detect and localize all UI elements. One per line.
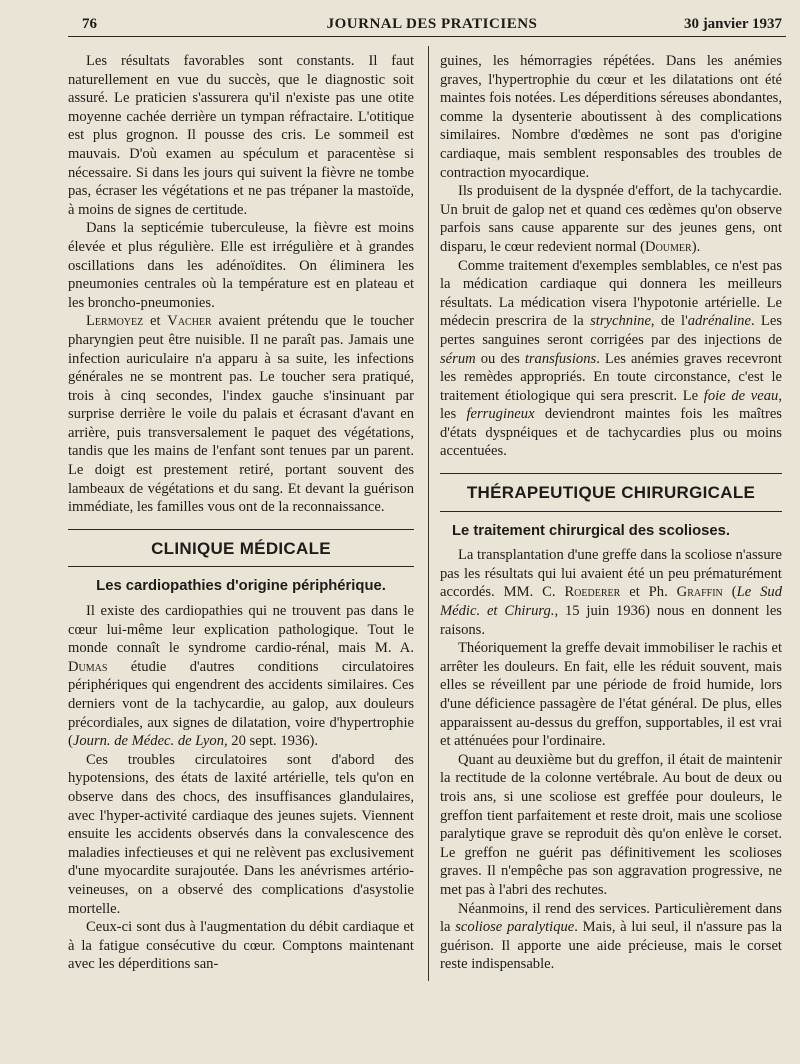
paragraph: Comme traitement d'exemples semblables, ce n'est pas la médication cardiaque qui donnera les meilleurs résultats. La médication visera l'hypotonie artérielle. Le médecin prescrira de la strychnine, de l'adrénaline. Les pertes sanguines seront corrigées par des injections de sérum ou des transfusions. Les anémies graves recevront les remèdes appropriés. En toute circonstance, c'est le traitement étiologique qui sera prescrit. Le foie de veau, les ferrugineux deviendront maintes fois les maîtres d'états dyspnéiques et de tachycardies plus ou moins accentuées. xyxy=(440,257,782,460)
journal-reference: Le Sud Médic. et Chirurg. xyxy=(440,584,782,620)
article-title: Le traitement chirurgical des scolioses. xyxy=(452,522,730,539)
left-column xyxy=(68,52,414,974)
paragraph: Il existe des cardiopathies qui ne trouvent pas dans le cœur lui-même leur explication pathologique. Tout le monde connaît le syndrome cardio-rénal, mais M. A. Dumas étudie d'autres conditions circulatoires périphériques qui engendrent des accidents similaires. Ces derniers vont de la tachycardie, au galop, aux douleurs précordiales, aux signes de dilatation, voire d'hypertrophie (Journ. de Médec. de Lyon, 20 sept. 1936). xyxy=(68,603,414,750)
page-number: 76 xyxy=(82,16,97,32)
journal-title: JOURNAL DES PRATICIENS xyxy=(326,16,538,32)
author-name: Lermoyez xyxy=(86,313,144,330)
journal-reference: Journ. de Médec. de Lyon xyxy=(72,733,224,750)
section-heading-clinique: CLINIQUE MÉDICALE xyxy=(68,529,414,568)
paragraph: La transplantation d'une greffe dans la scoliose n'assure pas les résultats qui lui avaient été un peu prématurément accordés. MM. C. Roederer et Ph. Graffin (Le Sud Médic. et Chirurg., 15 juin 1936) nous en donnent les raisons. xyxy=(440,547,782,638)
header-rule xyxy=(68,36,786,37)
author-name: Doumer xyxy=(645,238,692,255)
paragraph: Ceux-ci sont dus à l'augmentation du débit cardiaque et à la fatigue consécutive du cœur. Comptons maintenant avec les déperditions san- xyxy=(68,919,414,973)
paragraph: Néanmoins, il rend des services. Particulièrement dans la scoliose paralytique. Mais, à lui seul, il n'assure pas la guérison. Il apporte une aide précieuse, mais le corset reste indispensable. xyxy=(440,900,782,973)
issue-date: 30 janvier 1937 xyxy=(683,16,782,32)
paragraph: Dans la septicémie tuberculeuse, la fièvre est moins élevée et plus régulière. Elle est irrégulière et à grandes oscillations dans les adénoïdites. On éliminera les pneumonies centrales où la température est en plateau et les broncho-pneumonies. xyxy=(68,220,414,311)
section-heading-therapeutique: THÉRAPEUTIQUE CHIRURGICALE xyxy=(440,473,782,512)
running-header xyxy=(82,14,782,36)
author-name: Vacher xyxy=(167,313,212,330)
author-name: Dumas xyxy=(68,658,108,675)
paragraph: Les résultats favorables sont constants. Il faut naturellement en vue du succès, que le diagnostic soit assuré. Le praticien s'assurera qu'il n'existe pas une otite moyenne cachée derrière un tympan réfractaire. L'otitique est plus grognon. Il pousse des cris. Le sommeil est mauvais. D'où examen au spéculum et paracentèse si nécessaire. Si dans les jours qui suivent la fièvre ne tombe pas, écraser les végétations et ne pas trépaner la mastoïde, à moins de signes de certitude. xyxy=(68,53,414,218)
paragraph: Théoriquement la greffe devait immobiliser le rachis et arrêter les douleurs. En fait, elle les réduit souvent, mais elles se réveillent par une période de froid humide, lors d'une déficience passagère de l'état général. De plus, elles apparaissent au-dessus du greffon, supportables, il est vrai et atténuées pour l'ordinaire. xyxy=(440,640,782,750)
right-column xyxy=(440,52,782,974)
paragraph: Ils produisent de la dyspnée d'effort, de la tachycardie. Un bruit de galop net et quand ces œdèmes qu'on observe parfois sans cause apparente sur des jeunes gens, ont disparu, le cœur redevient normal (Doumer). xyxy=(440,183,782,255)
article-title: Les cardiopathies d'origine périphérique. xyxy=(96,578,386,595)
author-name: Graffin xyxy=(676,584,723,601)
author-name: Roederer xyxy=(564,584,621,601)
paragraph: Lermoyez et Vacher avaient prétendu que le toucher pharyngien peut être nuisible. Il ne paraît pas. Jamais une infection auriculaire n'a apparu à sa suite, les infections générales ne se montrent pas. Le toucher sera pratiqué, trois à cinq secondes, l'index gauche s'insinuant par surprise derrière le voile du palais et écrasant d'avant en arrière, puis transversalement le paquet des végétations, tandis que les mains de l'enfant sont tenues par un parent. Le doigt est prestement retiré, portant souvent des lambeaux de végétations et du sang. Et devant la guérison immédiate, les familles vous ont de la reconnaissance. xyxy=(68,313,414,516)
paragraph: Quant au deuxième but du greffon, il était de maintenir la rectitude de la colonne vertébrale. Au bout de deux ou trois ans, si une scoliose est greffée pour douleurs, le greffon tient parfaitement et reste droit, mais une scoliose paralytique grave se reproduit dès qu'on enlève le corset. Le greffon ne guérit pas définitivement les scolioses graves. Il n'empêche pas son aggravation progressive, ne met pas à l'abri des rechutes. xyxy=(440,751,782,898)
paragraph: Ces troubles circulatoires sont d'abord des hypotensions, des états de laxité artérielle, tels qu'on en observe dans des chocs, des insuffisances glandulaires, avec l'hyper-activité cardiaque des jeunes sujets. Viennent ensuite les accidents observés dans la convalescence des maladies infectieuses et qui ne relèvent pas exclusivement d'une myocardite surajoutée. Dans les anévrismes artério-veineuses, on a observé des complications d'asystolie mortelle. xyxy=(68,751,414,917)
column-divider xyxy=(428,46,429,981)
paragraph: guines, les hémorragies répétées. Dans les anémies graves, l'hypertrophie du cœur et les dilatations ont été maintes fois notées. Les déperditions séreuses abondantes, comme la dysenterie aboutissent à des complications similaires. Nombre d'œdèmes ne sont pas d'origine cardiaque, mais semblent responsables des troubles de contraction myocardique. xyxy=(440,53,782,181)
